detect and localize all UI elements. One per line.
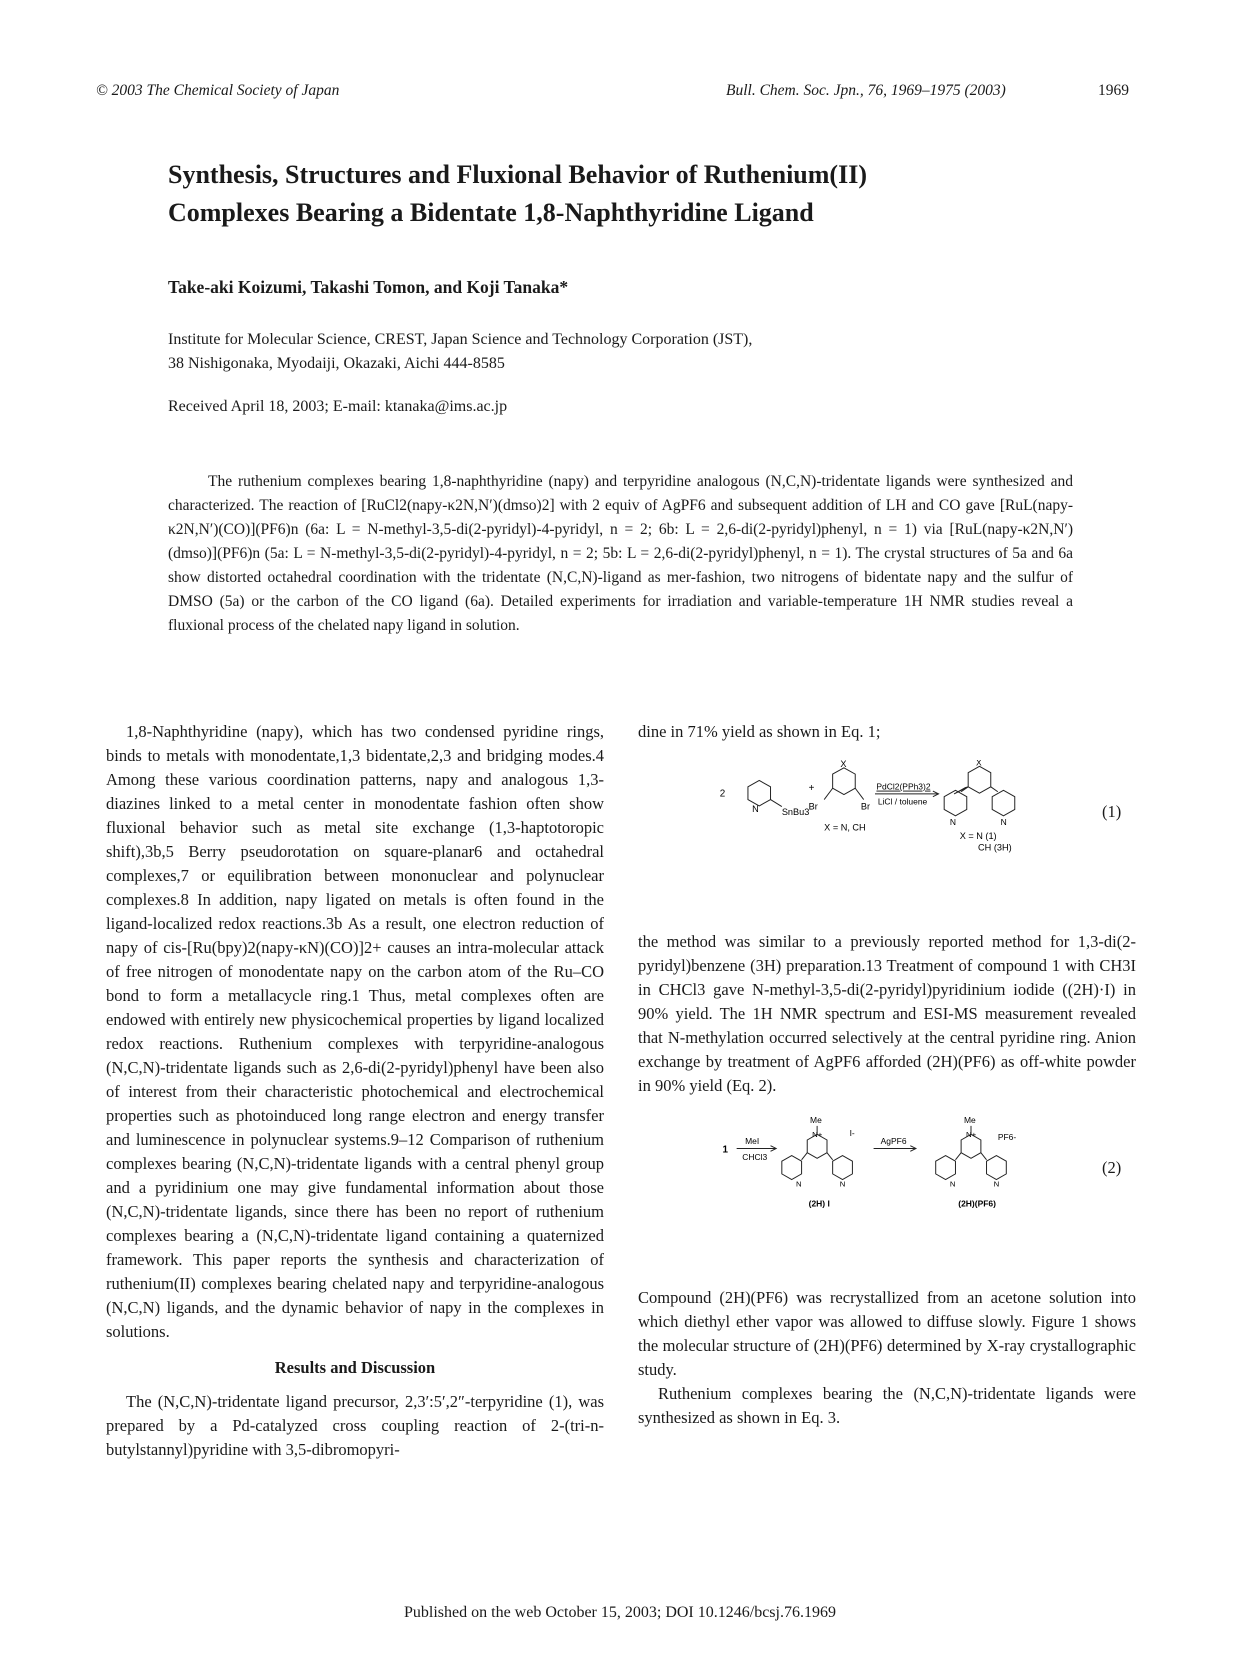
- eq2-n-plus-2: N+: [966, 1130, 977, 1140]
- affiliation-line-1: Institute for Molecular Science, CREST, Japan Science and Technology Corporation (JST),: [168, 331, 753, 348]
- equation-1-scheme: [638, 760, 1136, 880]
- eq2-start-compound: 1: [722, 1144, 729, 1156]
- eq1-product-n-right: N: [1000, 816, 1007, 827]
- eq1-lead-text: dine in 71% yield as shown in Eq. 1;: [638, 722, 881, 741]
- eq1-catalyst: PdCl2(PPh3)2: [876, 781, 931, 792]
- eq2-n-2b: N: [993, 1179, 1000, 1189]
- journal-citation: Bull. Chem. Soc. Jpn., 76, 1969–1975 (2003): [726, 82, 1006, 99]
- eq1-pyridine-n: N: [752, 804, 759, 815]
- eq2-label-iodide: (2H) I: [808, 1198, 830, 1209]
- eq1-conditions: LiCl / toluene: [877, 796, 928, 807]
- eq2-lead-paragraph: the method was similar to a previously reported method for 1,3-di(2-pyridyl)benzene (3H) preparation.13 Treatment of compound 1 with CH3I in CHCl3 gave N-methyl-3,5-di(2-pyridyl)pyridinium iodide ((2H)·I) in 90% yield. The 1H NMR spectrum and ESI-MS measurement revealed that N-methylation occurred selectively at the central pyridine ring. Anion exchange by treatment of AgPF6 afforded (2H)(PF6) as off-white powder in 90% yield (Eq. 2).: [638, 932, 1136, 1095]
- left-column: [106, 720, 604, 1462]
- eq1-coefficient: 2: [719, 788, 726, 800]
- title-line-2: Complexes Bearing a Bidentate 1,8-Naphthyridine Ligand: [168, 198, 814, 227]
- eq2-n-2a: N: [949, 1179, 956, 1189]
- eq1-plus: +: [808, 783, 815, 795]
- eq2-solvent: CHCl3: [742, 1151, 768, 1162]
- abstract-text: The ruthenium complexes bearing 1,8-naphthyridine (napy) and terpyridine analogous (N,C,N)-tridentate ligands were synthesized and characterized. The reaction of [RuCl2(napy-κ2N,N′)(dmso)2] with 2 equiv of AgPF6 and subsequent addition of LH and CO gave [RuL(napy-κ2N,N′)(CO)](PF6)n (6a: L = N-methyl-3,5-di(2-pyridyl)-4-pyridyl, n = 2; 6b: L = 2,6-di(2-pyridyl)phenyl, n = 1) via [RuL(napy-κ2N,N′)(dmso)](PF6)n (5a: L = N-methyl-3,5-di(2-pyridyl)-4-pyridyl, n = 2; 5b: L = 2,6-di(2-pyridyl)phenyl, n = 1). The crystal structures of 5a and 6a show distorted octahedral coordination with the tridentate (N,C,N)-ligand as mer-fashion, two nitrogens of bidentate napy and the sulfur of DMSO (5a) or the carbon of the CO ligand (6a). Detailed experiments for irradiation and variable-temperature 1H NMR studies reveal a fluxional process of the chelated napy ligand in solution.: [168, 473, 1073, 634]
- section-heading: Results and Discussion: [274, 1358, 436, 1377]
- eq2-methyl-2: Me: [963, 1116, 976, 1126]
- affiliation-line-2: 38 Nishigonaka, Myodaiji, Okazaki, Aichi 444-8585: [168, 355, 505, 372]
- paper-title: [168, 156, 1068, 232]
- equation-2-scheme: [638, 1116, 1136, 1236]
- right-column: [638, 720, 1136, 1430]
- eq1-x-definition: X = N, CH: [824, 822, 866, 833]
- eq2-n-plus-1: N+: [812, 1130, 823, 1140]
- eq2-n-1a: N: [795, 1179, 802, 1189]
- eq1-stannyl-group: SnBu3: [781, 807, 810, 818]
- eq1-x: X: [840, 760, 847, 770]
- publication-footer: Published on the web October 15, 2003; DOI 10.1246/bcsj.76.1969: [404, 1604, 836, 1621]
- page-number: 1969: [1098, 82, 1129, 99]
- title-line-1: Synthesis, Structures and Fluxional Behavior of Ruthenium(II): [168, 160, 867, 189]
- eq2-number: (2): [1102, 1158, 1122, 1177]
- eq2-reagent-2: AgPF6: [880, 1136, 907, 1147]
- eq2-reagent-1: MeI: [745, 1136, 760, 1147]
- equation-2: [638, 1116, 1136, 1286]
- affiliation: [168, 328, 752, 376]
- abstract: [168, 470, 1073, 638]
- eq2-methyl-1: Me: [810, 1116, 822, 1126]
- equation-1: [638, 760, 1136, 930]
- eq2-pf6: PF6-: [997, 1132, 1017, 1142]
- eq1-br-right: Br: [860, 801, 871, 812]
- eq2-n-1b: N: [839, 1179, 846, 1189]
- eq1-number: (1): [1102, 802, 1122, 821]
- crystal-paragraph: Compound (2H)(PF6) was recrystallized from an acetone solution into which diethyl ether vapor was allowed to diffuse slowly. Figure 1 shows the molecular structure of (2H)(PF6) determined by X-ray crystallographic study.: [638, 1288, 1136, 1379]
- eq2-iodide: I-: [849, 1127, 855, 1138]
- received-line: Received April 18, 2003; E-mail: ktanaka@ims.ac.jp: [168, 398, 508, 415]
- eq1-br-left: Br: [808, 801, 818, 812]
- eq1-product-x: X: [975, 760, 982, 768]
- copyright-line: © 2003 The Chemical Society of Japan: [96, 82, 340, 99]
- eq1-product-n-left: N: [949, 816, 956, 827]
- eq2-label-pf6: (2H)(PF6): [958, 1198, 996, 1209]
- eq3-lead-paragraph: Ruthenium complexes bearing the (N,C,N)-tridentate ligands were synthesized as shown in Eq. 3.: [638, 1384, 1136, 1427]
- author-list: Take-aki Koizumi, Takashi Tomon, and Koji Tanaka*: [168, 277, 569, 297]
- eq1-product-label-1: X = N (1): [959, 831, 997, 842]
- results-paragraph: The (N,C,N)-tridentate ligand precursor, 2,3′:5′,2″-terpyridine (1), was prepared by a Pd-catalyzed cross coupling reaction of 2-(tri-n-butylstannyl)pyridine with 3,5-dibromopyri-: [106, 1392, 604, 1459]
- intro-paragraph: 1,8-Naphthyridine (napy), which has two condensed pyridine rings, binds to metals with monodentate,1,3 bidentate,2,3 and bridging modes.4 Among these various coordination patterns, napy and analogous 1,3-diazines linked to a metal center in monodentate fashion often show fluxional behavior such as metal site exchange (1,3-haptotoropic shift),3b,5 Berry pseudorotation on square-planar6 and octahedral complexes,7 or equilibration between mononuclear and polynuclear complexes.8 In addition, napy ligated on metals is often found in the ligand-localized redox reactions.3b As a result, one electron reduction of napy of cis-[Ru(bpy)2(napy-κN)(CO)]2+ causes an intra-molecular attack of free nitrogen of monodentate napy on the carbon atom of the Ru–CO bond to form a metallacycle ring.1 Thus, metal complexes often are endowed with entirely new physicochemical properties by ligand localized redox reactions. Ruthenium complexes with terpyridine-analogous (N,C,N)-tridentate ligands such as 2,6-di(2-pyridyl)phenyl have been also of interest from their characteristic photochemical and electrochemical properties such as photoinduced long range electron and energy transfer and luminescence in polynuclear systems.9–12 Comparison of ruthenium complexes bearing (N,C,N)-tridentate ligands with a central phenyl group and a pyridinium one may give fundamental information about those (N,C,N)-tridentate ligands, since there has been no report of ruthenium complexes bearing a (N,C,N)-tridentate ligand containing a quaternized framework. This paper reports the synthesis and characterization of ruthenium(II) complexes bearing chelated napy and terpyridine-analogous (N,C,N) ligands, and the dynamic behavior of napy in the complexes in solutions.: [106, 722, 604, 1341]
- eq1-product-label-2: CH (3H): [978, 842, 1012, 853]
